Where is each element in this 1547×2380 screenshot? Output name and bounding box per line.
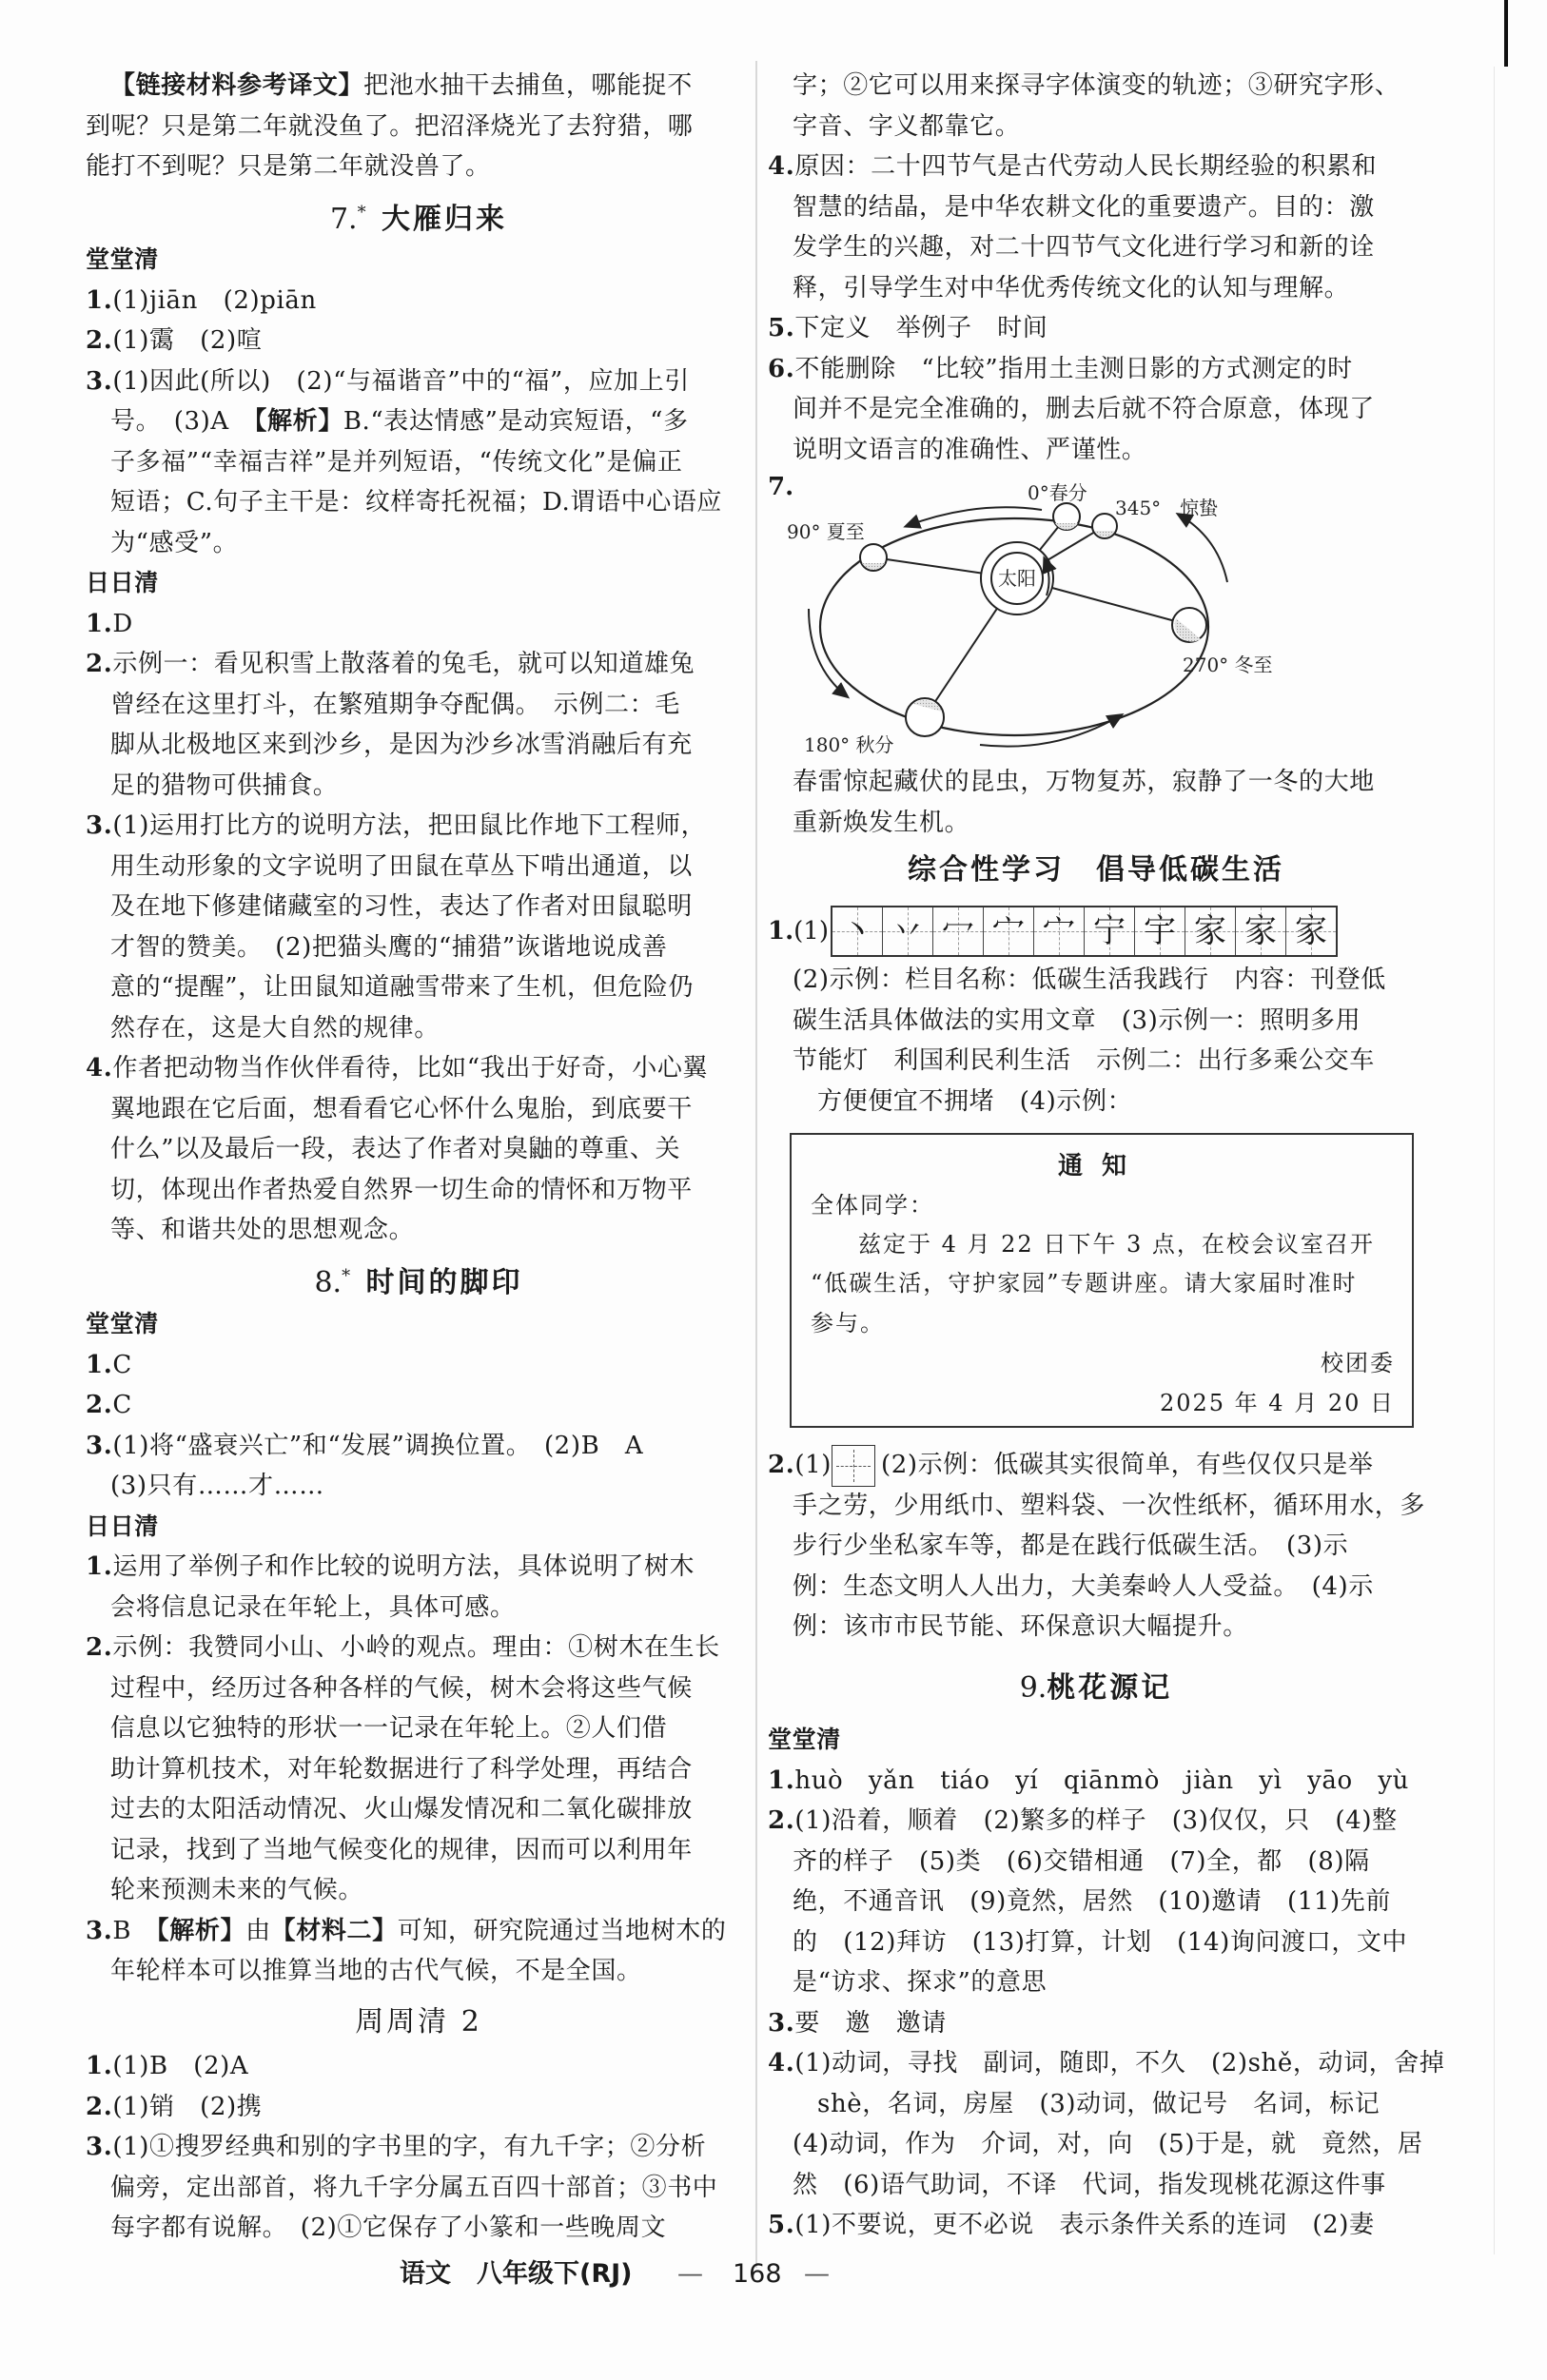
- right-block-lesson-9-answers: [768, 1720, 1445, 2246]
- answer-line: [86, 2087, 752, 2128]
- text: D: [112, 609, 133, 638]
- optional-lesson-star: *: [342, 1266, 354, 1286]
- earth-chunfen-icon: [1053, 503, 1080, 530]
- text: (1)沿着，顺着 (2)繁多的样子 (3)仅仅，只 (4)整: [794, 1806, 1398, 1835]
- lesson-number: 9.: [1019, 1671, 1048, 1705]
- bold-label: 6.: [768, 354, 795, 383]
- answer-line: [86, 361, 752, 402]
- section-heading-lesson-8: [86, 1253, 752, 1300]
- bold-label: 5.: [768, 314, 795, 342]
- answer-line: [86, 847, 752, 888]
- text: (3)只有……才……: [110, 1472, 324, 1500]
- left-block-lesson-7-answers: [86, 240, 752, 1251]
- left-block-weekly-answers: [86, 2046, 752, 2249]
- text: 由: [245, 1916, 271, 1945]
- text: 间并不是完全准确的，删去后就不符合原意，体现了: [793, 395, 1375, 423]
- section-label: [86, 1507, 752, 1548]
- sun-label: 太阳: [998, 567, 1036, 590]
- answer-line: [86, 1345, 752, 1386]
- text: 偏旁，定出部首，将九千字分属五百四十部首；③书中: [110, 2173, 718, 2202]
- answer-line: [86, 1048, 752, 1089]
- bold-label: 3.: [86, 2133, 113, 2161]
- stroke-glyph: 家: [1244, 912, 1277, 950]
- answer-line: [86, 604, 752, 645]
- answer-line: [86, 2127, 752, 2168]
- text: 发学生的兴趣，对二十四节气文化进行学习和新的诠: [793, 233, 1375, 262]
- text: (1)B (2)A: [112, 2052, 249, 2080]
- column-divider: [755, 61, 757, 2268]
- text: 要 邀 邀请: [794, 2008, 947, 2038]
- text: (1)①搜罗经典和别的字书里的字，有九千字；②分析: [112, 2133, 707, 2161]
- text: 日日清: [86, 1512, 159, 1540]
- text: 例：该市市民节能、环保意识大幅提升。: [793, 1612, 1248, 1641]
- answer-line: [768, 308, 1424, 349]
- lesson-number: 7.: [329, 203, 358, 236]
- answer-line: [768, 1801, 1424, 1842]
- footer-dash: —: [677, 2259, 703, 2289]
- text: B.“表达情感”是动宾短语，“多: [343, 407, 689, 436]
- answer-line: [768, 1445, 1424, 1486]
- bold-label: 3.: [86, 1916, 113, 1945]
- character-grid-box: [832, 1445, 875, 1487]
- answer-line: [768, 1526, 1424, 1567]
- notice-box: [790, 1133, 1414, 1428]
- text: 下定义 举例子 时间: [794, 314, 1048, 342]
- answer-line: [86, 1708, 752, 1749]
- text: 翼地跟在它后面，想看看它心怀什么鬼胎，到底要干: [110, 1094, 693, 1123]
- text: C: [112, 1350, 132, 1379]
- bold-label: 1.: [86, 1350, 113, 1379]
- page-edge-bar: [1504, 0, 1508, 67]
- right-block-question-2: [768, 1445, 1424, 1648]
- text: 会将信息记录在年轮上，具体可感。: [110, 1592, 516, 1622]
- notice-body-line: 参与。: [811, 1310, 885, 1336]
- answer-line: [768, 762, 1424, 803]
- answer-line: [86, 66, 752, 107]
- answer-line: [86, 442, 752, 483]
- answer-line: [86, 1385, 752, 1426]
- answer-line: [768, 1922, 1424, 1963]
- orbit-arrow-bottom: [980, 715, 1121, 747]
- notice-title: 通知: [1057, 1152, 1146, 1180]
- text: (1)不要说，更不必说 表示条件关系的连词 (2)妻: [794, 2211, 1375, 2239]
- left-block-lesson-8-answers: [86, 1304, 752, 1992]
- lesson-number: 8.: [314, 1266, 343, 1299]
- text: 手之劳，少用纸巾、塑料袋、一次性纸杯，循环用水，多: [793, 1491, 1426, 1520]
- answer-line: [86, 1830, 752, 1871]
- answer-lines: [768, 1486, 1424, 1648]
- text: (1)运用打比方的说明方法，把田鼠比作地下工程师，: [112, 811, 707, 840]
- section-label: [86, 1304, 752, 1345]
- answer-line: [86, 725, 752, 766]
- text: (1)因此(所以) (2)“与福谐音”中的“福”，应加上引: [112, 366, 690, 396]
- answer-line: [86, 1129, 752, 1170]
- text: 字音、字义都靠它。: [793, 111, 1021, 141]
- text: 春雷惊起藏伏的昆虫，万物复苏，寂静了一冬的大地: [793, 768, 1375, 796]
- text: 意的“提醒”，让田鼠知道融雪带来了生机，但危险仍: [110, 973, 694, 1002]
- text: 足的猎物可供捕食。: [110, 771, 339, 800]
- text: 例：生态文明人人出力，大美秦岭人人受益。 (4)示: [793, 1571, 1374, 1601]
- text: 节能灯 利国利民利生活 示例二：出行多乘公交车: [793, 1046, 1375, 1075]
- text: 原因：二十四节气是古代劳动人民长期经验的积累和: [794, 152, 1378, 181]
- answer-line: [768, 1486, 1424, 1527]
- text: 日日清: [86, 569, 159, 596]
- bold-label: 4.: [768, 2049, 795, 2078]
- bold-label: 【解析】: [156, 1916, 246, 1945]
- text: (1)霭 (2)喧: [112, 326, 263, 355]
- answer-line: [86, 1668, 752, 1709]
- answer-line: [768, 2043, 1445, 2084]
- bold-label: 【材料二】: [270, 1916, 398, 1945]
- answer-line: [86, 146, 752, 187]
- answer-line: [86, 2046, 752, 2087]
- text: (4)动词，作为 介词，对，向 (5)于是，就 竟然，居: [793, 2130, 1423, 2158]
- answer-line: [768, 1082, 1424, 1122]
- text: 助计算机技术，对年轮数据进行了科学处理，再结合: [110, 1754, 693, 1784]
- text: 过程中，经历过各种各样的气候，树木会将这些气候: [110, 1673, 693, 1703]
- text: 把池水抽干去捕鱼，哪能捉不: [363, 71, 693, 100]
- text: 重新焕发生机。: [793, 808, 970, 837]
- footer-subject: 语文 八年级下(RJ): [400, 2259, 633, 2289]
- answer-line: [768, 389, 1424, 430]
- bold-label: 2.: [86, 1391, 113, 1419]
- answer-line: [768, 1962, 1424, 2003]
- answer-line: [86, 1008, 752, 1049]
- lesson-title: 大雁归来: [382, 203, 508, 236]
- comprehensive-title: 综合性学习 倡导低碳生活: [908, 853, 1284, 887]
- text: 过去的太阳活动情况、火山爆发情况和二氧化碳排放: [110, 1795, 693, 1824]
- weekly-review-title: 周周清 2: [355, 2005, 482, 2039]
- optional-lesson-star: *: [357, 203, 369, 223]
- stroke-glyph: 宀: [992, 912, 1025, 950]
- text: 可知，研究院通过当地树木的: [397, 1916, 727, 1945]
- bold-label: 1.: [86, 1552, 113, 1581]
- answer-line: [86, 1870, 752, 1911]
- label-chunfen: 0°春分: [1028, 481, 1087, 504]
- bold-label: 2.: [86, 650, 113, 678]
- sub-question: (1): [794, 1451, 832, 1479]
- answer-line: [86, 1588, 752, 1629]
- answer-line: [768, 146, 1424, 187]
- answer-line: [768, 2165, 1424, 2206]
- text: 记录，找到了当地气候变化的规律，因而可以利用年: [110, 1835, 693, 1864]
- label-dongzhi: 270° 冬至: [1183, 654, 1273, 676]
- answer-line: [86, 1466, 752, 1507]
- section-heading-lesson-9: [768, 1665, 1424, 1712]
- text: (1)将“盛衰兴亡”和“发展”调换位置。 (2)B A: [112, 1431, 644, 1460]
- answer-line: [86, 806, 752, 847]
- answer-text: (2)示例：低碳其实很简单，有些仅仅只是举: [880, 1451, 1374, 1479]
- bold-label: 4.: [768, 152, 795, 181]
- page-number: 168: [733, 2259, 782, 2289]
- text: 堂堂清: [86, 1310, 159, 1337]
- bold-label: 1.: [86, 2052, 113, 2080]
- text: 轮来预测未来的气候。: [110, 1876, 364, 1904]
- answer-line: [86, 2208, 752, 2249]
- page-edge-line: [1494, 67, 1495, 2254]
- text: huò yǎn tiáo yí qiānmò jiàn yì yāo yù: [794, 1765, 1409, 1795]
- text: 号。 (3)A: [110, 407, 255, 436]
- text: 信息以它独特的形状一一记录在年轮上。②人们借: [110, 1714, 668, 1743]
- notice-body-line: 兹定于 4 月 22 日下午 3 点，在校会议室召开: [858, 1231, 1375, 1258]
- text: 等、和谐共处的思想观念。: [110, 1216, 415, 1244]
- label-jingzhe: 345° 惊蛰: [1115, 497, 1219, 519]
- answer-line: [86, 1210, 752, 1251]
- answer-line: [86, 887, 752, 927]
- right-block-comprehensive-answers: [768, 960, 1424, 1122]
- section-heading-weekly-review: [86, 1999, 752, 2046]
- text: 脚从北极地区来到沙乡，是因为沙乡冰雪消融后有充: [110, 731, 693, 759]
- answer-line: [86, 1789, 752, 1830]
- stroke-glyph: 宇: [1144, 912, 1176, 950]
- answer-line: [768, 2084, 1424, 2125]
- notice-signature: 校团委: [1321, 1350, 1395, 1376]
- answer-line: [86, 967, 752, 1008]
- answer-line: [768, 1842, 1424, 1883]
- orbit-arrow-top: [907, 507, 1042, 526]
- bold-label: 2.: [86, 2092, 113, 2121]
- text: 为“感受”。: [110, 528, 239, 557]
- answer-line: [768, 1041, 1424, 1082]
- bold-label: 【链接材料参考译文】: [110, 71, 364, 100]
- text: 绝，不通音讯 (9)竟然，居然 (10)邀请 (11)先前: [793, 1887, 1391, 1916]
- text: 短语；C.句子主干是：纹样寄托祝福；D.谓语中心语应: [110, 488, 723, 517]
- stroke-glyph: 家: [1194, 912, 1226, 950]
- earth-xiazhi-icon: [860, 544, 887, 571]
- text: 不能删除 “比较”指用土圭测日影的方式测定的时: [794, 354, 1353, 383]
- answer-line: [86, 1170, 752, 1211]
- bold-label: 2.: [86, 1633, 113, 1662]
- text: 年轮样本可以推算当地的古代气候，不是全国。: [110, 1957, 642, 1985]
- label-qiufen: 180° 秋分: [804, 733, 894, 756]
- text: 的 (12)拜访 (13)打算，计划 (14)询问渡口，文中: [793, 1927, 1408, 1957]
- text: 然 (6)语气助词，不译 代词，指发现桃花源这件事: [793, 2170, 1386, 2199]
- bold-label: 4.: [86, 1054, 113, 1083]
- text: 然存在，这是大自然的规律。: [110, 1013, 440, 1043]
- answer-line: [86, 1547, 752, 1588]
- text: 作者把动物当作伙伴看待，比如“我出于好奇，小心翼: [112, 1054, 709, 1083]
- answer-line: [86, 685, 752, 726]
- text: 用生动形象的文字说明了田鼠在草丛下啃出通道，以: [110, 851, 693, 881]
- notice-body-line: “低碳生活，守护家园”专题讲座。请大家届时准时: [811, 1270, 1358, 1297]
- question-number: 2.: [768, 1451, 795, 1479]
- lesson-title: 时间的脚印: [365, 1266, 523, 1299]
- text: shè，名词，房屋 (3)动词，做记号 名词，标记: [817, 2089, 1381, 2118]
- text: 齐的样子 (5)类 (6)交错相通 (7)全，都 (8)隔: [793, 1846, 1370, 1876]
- answer-line: [86, 2168, 752, 2209]
- answer-line: [86, 482, 752, 523]
- answer-line: [86, 321, 752, 361]
- answer-line: [768, 430, 1424, 471]
- stroke-cell: [883, 907, 933, 955]
- answer-line: [768, 227, 1424, 268]
- text: 运用了举例子和作比较的说明方法，具体说明了树木: [112, 1552, 695, 1581]
- answer-line: [86, 1089, 752, 1130]
- bold-label: 2.: [768, 1806, 795, 1835]
- answer-line: [768, 187, 1424, 228]
- answer-line: [768, 2205, 1424, 2246]
- bold-label: 2.: [86, 326, 113, 355]
- notice-salutation: 全体同学：: [811, 1192, 934, 1219]
- section-heading-lesson-7: [86, 189, 752, 237]
- solar-terms-orbit-diagram: [761, 466, 1273, 771]
- answer-line: [86, 927, 752, 968]
- footer-dash: —: [804, 2259, 830, 2289]
- answer-line: [768, 66, 1424, 107]
- stroke-glyph: 宀: [1043, 912, 1075, 950]
- answer-line: [768, 2124, 1424, 2165]
- answer-line: [768, 1001, 1424, 1042]
- answer-line: [768, 803, 1424, 844]
- answer-line: [86, 107, 752, 147]
- right-block-question-7-answer: [768, 762, 1424, 843]
- stroke-cell: [1185, 907, 1236, 955]
- stroke-cell: [1286, 907, 1336, 955]
- text: 能打不到呢？只是第二年就没兽了。: [86, 152, 491, 181]
- text: (1)jiān (2)piān: [112, 285, 317, 315]
- section-heading-comprehensive-learning: [768, 847, 1424, 894]
- answer-line: [768, 1567, 1424, 1608]
- lesson-title: 桃花源记: [1047, 1671, 1173, 1705]
- section-label: [86, 240, 752, 281]
- answer-line: [768, 960, 1424, 1001]
- stroke-cell: [1236, 907, 1286, 955]
- bold-label: 3.: [86, 1431, 113, 1460]
- right-block-weekly-answers-cont: [768, 66, 1424, 470]
- stroke-cell: [1034, 907, 1085, 955]
- text: 方便便宜不拥堵 (4)示例：: [817, 1086, 1133, 1116]
- stroke-glyph: 冖: [942, 912, 974, 950]
- answer-line: [86, 766, 752, 807]
- stroke-glyph: 丷: [891, 912, 924, 950]
- text: 曾经在这里打斗，在繁殖期争夺配偶。 示例二：毛: [110, 690, 680, 719]
- text: 智慧的结晶，是中华农耕文化的重要遗产。目的：激: [793, 192, 1375, 222]
- bold-label: 3.: [86, 366, 113, 396]
- text: 堂堂清: [86, 245, 159, 273]
- answer-line: [768, 349, 1424, 390]
- stroke-glyph: 宁: [1093, 912, 1126, 950]
- section-label: [86, 563, 752, 604]
- answer-line: [86, 523, 752, 564]
- bold-label: 1.: [86, 609, 113, 638]
- earth-jingzhe-icon: [1092, 514, 1117, 538]
- answer-line: [86, 1426, 752, 1467]
- answer-line: [86, 1749, 752, 1790]
- text: 是“访求、探求”的意思: [793, 1968, 1048, 1997]
- text: 说明文语言的准确性、严谨性。: [793, 435, 1147, 464]
- sun-icon: [981, 542, 1053, 615]
- bold-label: 5.: [768, 2211, 795, 2239]
- text: (1)销 (2)携: [112, 2092, 263, 2121]
- text: 示例一：看见积雪上散落着的兔毛，就可以知道雄兔: [112, 650, 695, 678]
- answer-line: [86, 281, 752, 322]
- bold-label: 1.: [768, 1765, 795, 1795]
- answer-line: [86, 1911, 752, 1952]
- text: 子多福”“幸福吉祥”是并列短语，“传统文化”是偏正: [110, 447, 683, 477]
- orbit-arrow-right: [1179, 515, 1227, 582]
- label-xiazhi: 90° 夏至: [787, 520, 865, 543]
- text: 切，体现出作者热爱自然界一切生命的情怀和万物平: [110, 1175, 693, 1204]
- answer-line: [768, 107, 1424, 147]
- answer-line: [86, 401, 752, 442]
- earth-qiufen-icon: [906, 698, 944, 736]
- text: 碳生活具体做法的实用文章 (3)示例一：照明多用: [793, 1005, 1361, 1035]
- stroke-glyph: 家: [1295, 912, 1327, 950]
- text: 示例：我赞同小山、小岭的观点。理由：①树木在生长: [112, 1633, 720, 1662]
- stroke-order-row: [768, 906, 1338, 957]
- answer-line: [768, 2003, 1424, 2044]
- stroke-order-grid: [831, 906, 1338, 957]
- stroke-cell: [1135, 907, 1185, 955]
- section-label: [768, 1720, 1424, 1761]
- text: 及在地下修建储藏室的习性，表达了作者对田鼠聪明: [110, 892, 693, 921]
- text: 堂堂清: [768, 1726, 841, 1753]
- text: B: [112, 1916, 157, 1945]
- stroke-cell: [984, 907, 1034, 955]
- notice-date: 2025 年 4 月 20 日: [1159, 1390, 1395, 1416]
- bold-label: 3.: [86, 811, 113, 840]
- text: 释，引导学生对中华优秀传统文化的认知与理解。: [793, 273, 1350, 302]
- text: (1)动词，寻找 副词，随即，不久 (2)shě，动词，舍掉: [794, 2049, 1445, 2078]
- text: 才智的赞美。 (2)把猫头鹰的“捕猎”诙谐地说成善: [110, 932, 668, 962]
- earth-dongzhi-icon: [1172, 608, 1206, 642]
- stroke-cell: [1085, 907, 1135, 955]
- bold-label: 1.: [86, 285, 113, 315]
- sub-question: (1): [793, 917, 829, 946]
- stroke-cell: [832, 907, 883, 955]
- left-block-reference-translation: [86, 66, 752, 187]
- text: 到呢？只是第二年就没鱼了。把沼泽烧光了去狩猎，哪: [86, 111, 694, 141]
- answer-line: [768, 268, 1424, 309]
- answer-line: [86, 644, 752, 685]
- text: 步行少坐私家车等，都是在践行低碳生活。 (3)示: [793, 1531, 1349, 1560]
- answer-line: [768, 1607, 1424, 1648]
- bold-label: 3.: [768, 2008, 795, 2038]
- stroke-glyph: 丶: [841, 912, 873, 950]
- text: C: [112, 1391, 132, 1419]
- orbit-arrow-left: [809, 609, 847, 696]
- text: 字；②它可以用来探寻字体演变的轨迹；③研究字形、: [793, 71, 1400, 100]
- text: (2)示例：栏目名称：低碳生活我践行 内容：刊登低: [793, 966, 1386, 994]
- text: 什么”以及最后一段，表达了作者对臭鼬的尊重、关: [110, 1135, 681, 1163]
- answer-line: [86, 1951, 752, 1992]
- question-number: 1.: [768, 917, 794, 946]
- answer-line: [86, 1628, 752, 1668]
- stroke-cell: [933, 907, 984, 955]
- bold-label: 【解析】: [254, 407, 343, 436]
- answer-line: [768, 1882, 1424, 1922]
- text: 每字都有说解。 (2)①它保存了小篆和一些晚周文: [110, 2214, 667, 2242]
- question-7-label: 7.: [768, 473, 794, 501]
- answer-line: [768, 1761, 1424, 1802]
